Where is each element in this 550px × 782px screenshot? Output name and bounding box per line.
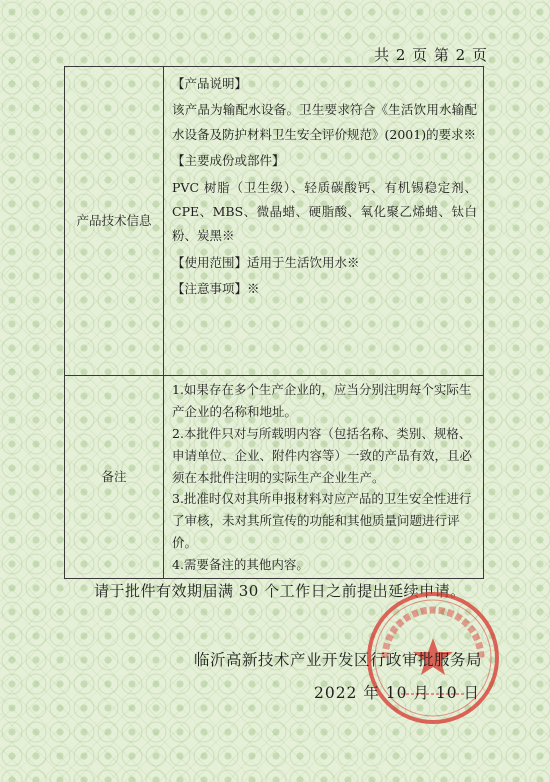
components-text: PVC 树脂（卫生级）、轻质碳酸钙、有机锡稳定剂、CPE、MBS、微晶蜡、硬脂酸、氧化聚乙烯蜡、钛白粉、炭黑※: [172, 179, 477, 244]
remark-item-2: 2.本批件只对与所载明内容（包括名称、类别、规格、申请单位、企业、附件内容等）一致的产品有效，且必须在本批件注明的实际生产企业生产。: [172, 425, 473, 485]
remarks-label: 备注: [65, 376, 164, 579]
product-description-heading: 【产品说明】: [172, 76, 248, 91]
tech-info-label: 产品技术信息: [65, 67, 164, 376]
product-description-text: 该产品为输配水设备。卫生要求符合《生活饮用水输配水设备及防护材料卫生安全评价规范》(2001)的要求※: [172, 102, 477, 142]
remark-item-1: 1.如果存在多个生产企业的，应当分别注明每个实际生产企业的名称和地址。: [172, 382, 472, 419]
tech-info-content: [164, 67, 484, 376]
usage-scope: 【使用范围】适用于生活饮用水※: [172, 254, 360, 270]
remarks-content: [164, 376, 484, 579]
issuing-authority: 临沂高新技术产业开发区行政审批服务局: [193, 651, 482, 669]
tech-info-row: [65, 67, 484, 376]
components-heading: 【主要成份或部件】: [172, 153, 285, 169]
remark-item-4: 4.需要备注的其他内容。: [172, 557, 309, 572]
renewal-notice: 请于批件有效期届满 30 个工作日之前提出延续申请。: [94, 582, 466, 600]
page-counter: 共 2 页 第 2 页: [374, 46, 488, 64]
cautions: 【注意事项】※: [172, 281, 260, 296]
approval-table: [64, 66, 484, 579]
remark-item-3: 3.批准时仅对其所申报材料对应产品的卫生安全性进行了审核，未对其所宣传的功能和其他质量问题进行评价。: [172, 491, 472, 551]
issue-date: 2022 年 10 月 10 日: [313, 684, 480, 702]
remarks-row: [65, 376, 484, 579]
